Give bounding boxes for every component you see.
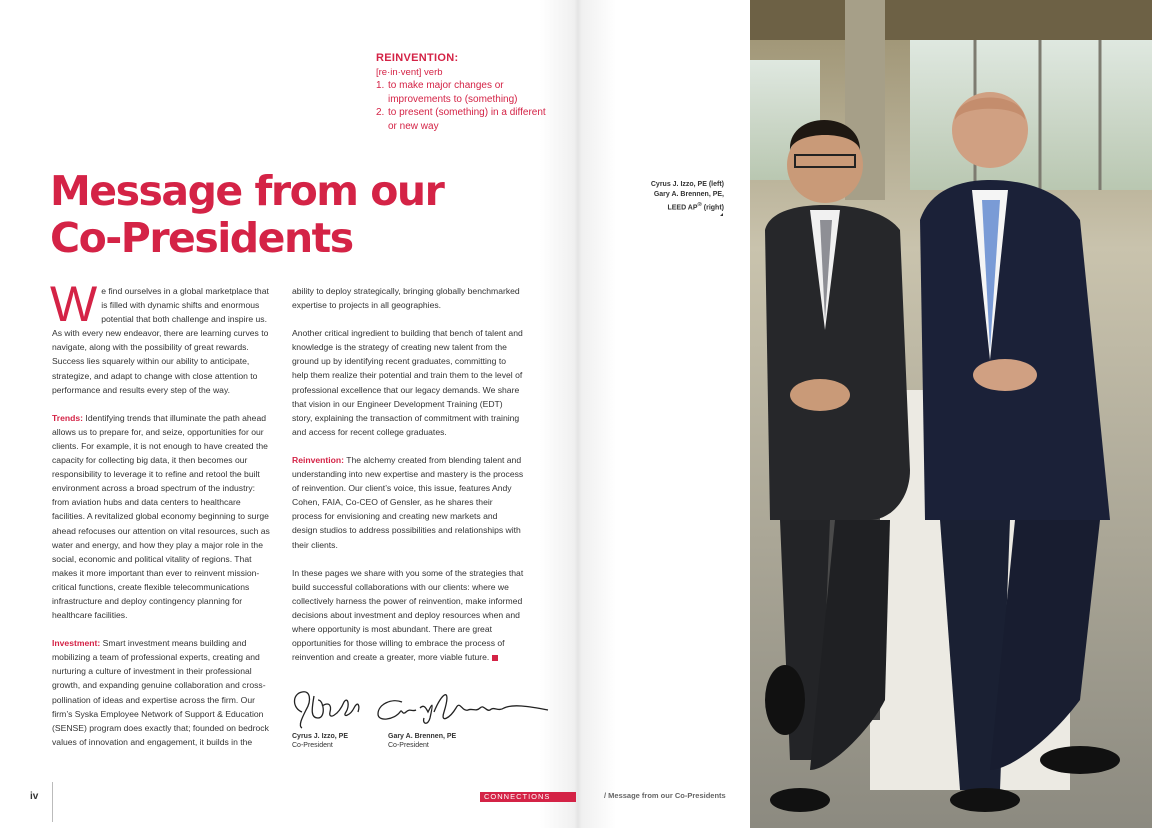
trends-paragraph: Trends: Identifying trends that illuminate the path ahead allows us to prepare for, and seize, opportunities for our clients. For example, it is not enough to have created the capacity for collecting big data, it then becomes our responsibility to leverage it to refine and retool the built environment across a broad spectrum of the industry: from aviation hubs and data centers to healthcare facilities. A revitalized global economy beginning to surge ahead refocuses our attention on vital resources, such as water and energy, and how they play a major role in the social, economic and political vitality of regions. That makes it more important than ever to reinvent mission-critical functions, create flexible telecommunications infrastructure and deploy contingency planning for healthcare facilities. bbox=[52, 412, 270, 621]
end-mark-icon bbox=[492, 655, 498, 661]
definition-word: REINVENTION: bbox=[376, 52, 459, 64]
definition-senses bbox=[376, 79, 546, 133]
body-column-2 bbox=[292, 284, 524, 678]
page-gutter bbox=[540, 0, 616, 828]
intro-paragraph: We find ourselves in a global marketplace that is filled with dynamic shifts and enormous potential that both challenge and inspire us. As with every new endeavor, there are learning curves to navigate, along with the possibility of great rewards. Success lies squarely within our ability to anticipate, strategize, and adapt to change with close attention to performance and results every step of the way. bbox=[50, 276, 269, 395]
definition-block bbox=[376, 52, 546, 133]
caption-pointer-icon bbox=[720, 213, 723, 216]
definition-pronunciation: [re·in·vent] verb bbox=[376, 66, 443, 78]
reinvention-paragraph: Reinvention: The alchemy created from blending talent and understanding into new expertise and mastery is the process of reinvention. Our client’s voice, this issue, features Andy Cohen, FAIA, Co-CEO of Gensler, as he shares their process for envisioning and creating new markets and design studios to address possibilities and relationships with their clients. bbox=[292, 454, 524, 550]
page-number: iv bbox=[30, 791, 39, 802]
body-paragraph: Another critical ingredient to building that bench of talent and knowledge is the strategy of creating new talent from the ground up by identifying recent graduates, committing to help them realize their potential and train them to the level of professional excellence that our legacy demands. We share that vision in our Engineer Development Training (EDT) story, explaining the transaction of commitment with training and access for recent college graduates. bbox=[292, 328, 523, 437]
investment-label: Investment: bbox=[52, 638, 101, 649]
co-presidents-photo bbox=[750, 0, 1152, 828]
trends-label: Trends: bbox=[52, 412, 84, 423]
body-paragraph: ability to deploy strategically, bringing globally benchmarked expertise to projects in all geographies. bbox=[292, 286, 520, 311]
reinvention-label: Reinvention: bbox=[292, 454, 345, 465]
signature-brennen bbox=[372, 682, 550, 732]
co-presidents-illustration bbox=[750, 0, 1152, 828]
section-footer: / Message from our Co-Presidents bbox=[604, 791, 726, 800]
signature-izzo bbox=[288, 682, 368, 732]
magazine-name-tab: CONNECTIONS bbox=[480, 792, 576, 802]
signature-caption-izzo: Cyrus J. Izzo, PE Co-President bbox=[292, 733, 349, 749]
drop-cap: W bbox=[50, 276, 98, 332]
body-column-1 bbox=[50, 276, 274, 763]
title-line-2: Co-Presidents bbox=[50, 214, 353, 262]
page-title bbox=[50, 168, 520, 262]
investment-paragraph: Investment: Smart investment means building and mobilizing a team of professional experts, creating and nurturing a culture of investment in their professional growth, and expanding genuine collaboration and cross-pollination of ideas and expertise across the firm. Our firm’s Syska Employee Network of Support & Education (SENSE) program does exactly that; founded on bedrock values of innovation and engagement, it builds in the bbox=[52, 638, 269, 747]
title-line-1: Message from our bbox=[50, 167, 444, 215]
definition-sense: 2. to present (something) in a different or new way bbox=[376, 107, 546, 132]
closing-paragraph: In these pages we share with you some of the strategies that build successful collaborations with our clients: where we collectively harness the power of reinvention, make informed decisions about investment and deploy resources when and where opportunity is most abundant. There are great opportunities for those willing to embrace the process of reinvention and create a greater, more viable future. bbox=[292, 567, 524, 663]
definition-sense: 1. to make major changes or improvements to (something) bbox=[376, 80, 518, 105]
photo-caption: Cyrus J. Izzo, PE (left) Gary A. Brennen, PE, LEED AP® (right) bbox=[650, 181, 724, 212]
folio-divider bbox=[52, 782, 53, 822]
signature-caption-brennen: Gary A. Brennen, PE Co-President bbox=[388, 733, 457, 749]
